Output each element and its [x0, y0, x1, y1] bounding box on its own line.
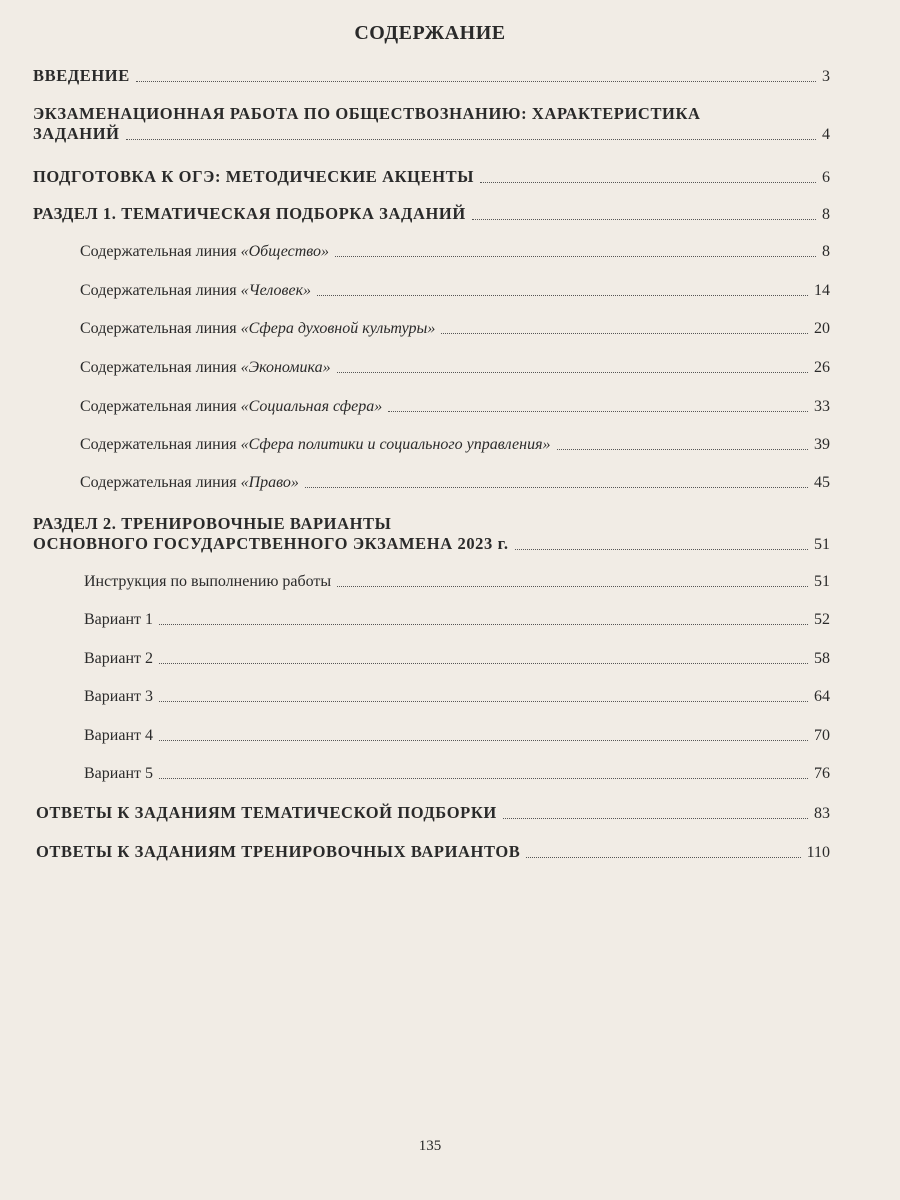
toc-entry-introduction[interactable] — [33, 66, 830, 86]
toc-page-number: 3 — [822, 68, 830, 85]
toc-entry-label — [80, 474, 299, 492]
toc-entry-variant-3[interactable] — [84, 688, 830, 706]
toc-page-number: 52 — [814, 611, 830, 628]
toc-entry-instruction[interactable] — [84, 573, 830, 591]
dot-leader — [337, 372, 808, 373]
toc-entry-answers-thematic[interactable] — [36, 803, 830, 823]
toc-entry-topic: «Право» — [240, 474, 299, 491]
dot-leader — [337, 586, 808, 587]
toc-page-number: 45 — [814, 474, 830, 491]
toc-entry-line-law[interactable] — [80, 474, 830, 492]
toc-page-number: 51 — [814, 536, 830, 553]
toc-entry-label: ВВЕДЕНИЕ — [33, 66, 130, 85]
dot-leader — [136, 81, 816, 82]
toc-entry-line-social[interactable] — [80, 398, 830, 416]
dot-leader — [388, 411, 808, 412]
dot-leader — [159, 740, 808, 741]
toc-entry-label-line2: ЗАДАНИЙ — [33, 124, 120, 143]
dot-leader — [515, 549, 808, 550]
dot-leader — [472, 219, 816, 220]
dot-leader — [557, 449, 808, 450]
toc-entry-label: Вариант 3 — [84, 688, 153, 705]
toc-entry-section-1[interactable] — [33, 204, 830, 224]
toc-entry-line-society[interactable] — [80, 243, 830, 261]
toc-page-number: 51 — [814, 573, 830, 590]
toc-entry-variant-5[interactable] — [84, 765, 830, 783]
dot-leader — [441, 333, 808, 334]
dot-leader — [159, 701, 808, 702]
toc-entry-label-line2: ОСНОВНОГО ГОСУДАРСТВЕННОГО ЭКЗАМЕНА 2023 г. — [33, 534, 509, 553]
toc-entry-label: Инструкция по выполнению работы — [84, 573, 332, 590]
toc-page-number: 76 — [814, 765, 830, 782]
toc-page-number: 8 — [822, 243, 830, 260]
toc-entry-label: Вариант 1 — [84, 611, 153, 628]
toc-entry-label: ОТВЕТЫ К ЗАДАНИЯМ ТЕМАТИЧЕСКОЙ ПОДБОРКИ — [36, 803, 497, 822]
toc-page-number: 83 — [814, 805, 830, 822]
toc-page-number: 6 — [822, 169, 830, 186]
dot-leader — [159, 663, 808, 664]
toc-page-number: 64 — [814, 688, 830, 705]
toc-entry-label: Вариант 5 — [84, 765, 153, 782]
page-number: 135 — [418, 1138, 442, 1154]
toc-title: СОДЕРЖАНИЕ — [354, 22, 506, 44]
dot-leader — [159, 778, 808, 779]
dot-leader — [317, 295, 808, 296]
toc-entry-label-line1: РАЗДЕЛ 2. ТРЕНИРОВОЧНЫЕ ВАРИАНТЫ — [33, 514, 392, 533]
toc-entry-label: РАЗДЕЛ 1. ТЕМАТИЧЕСКАЯ ПОДБОРКА ЗАДАНИЙ — [33, 204, 466, 223]
dot-leader — [126, 139, 816, 140]
toc-entry-exam-characteristics[interactable] — [33, 104, 830, 144]
toc-page-number: 26 — [814, 359, 830, 376]
toc-entry-variant-4[interactable] — [84, 727, 830, 745]
toc-page-number: 33 — [814, 398, 830, 415]
toc-entry-label: Вариант 4 — [84, 727, 153, 744]
toc-entry-prefix: Содержательная линия — [80, 282, 237, 299]
toc-entry-line-economy[interactable] — [80, 359, 830, 377]
toc-page-number: 4 — [822, 126, 830, 143]
toc-entry-preparation[interactable] — [33, 167, 830, 187]
toc-entry-topic: «Экономика» — [240, 359, 331, 376]
toc-entry-line-politics[interactable] — [80, 436, 830, 454]
toc-entry-variant-2[interactable] — [84, 650, 830, 668]
toc-page-number: 8 — [822, 206, 830, 223]
toc-page-number: 110 — [806, 844, 830, 861]
toc-entry-line-culture[interactable] — [80, 320, 830, 338]
toc-entry-topic: «Социальная сфера» — [240, 398, 383, 415]
toc-entry-variant-1[interactable] — [84, 611, 830, 629]
toc-entry-label — [80, 243, 329, 261]
toc-entry-label: ОТВЕТЫ К ЗАДАНИЯМ ТРЕНИРОВОЧНЫХ ВАРИАНТОВ — [36, 842, 521, 861]
toc-entry-prefix: Содержательная линия — [80, 436, 237, 453]
toc-page-number: 14 — [814, 282, 830, 299]
toc-entry-label — [80, 436, 551, 454]
toc-entry-label — [80, 282, 311, 300]
toc-entry-section-2[interactable] — [33, 514, 830, 554]
dot-leader — [335, 256, 816, 257]
dot-leader — [159, 624, 808, 625]
toc-entry-label — [80, 398, 382, 416]
toc-entry-line-human[interactable] — [80, 282, 830, 300]
toc-entry-prefix: Содержательная линия — [80, 243, 237, 260]
toc-entry-answers-variants[interactable] — [36, 842, 830, 862]
toc-entry-label-line1: ЭКЗАМЕНАЦИОННАЯ РАБОТА ПО ОБЩЕСТВОЗНАНИЮ: ХАРАКТЕРИСТИКА — [33, 104, 701, 123]
toc-page-number: 39 — [814, 436, 830, 453]
toc-entry-label: Вариант 2 — [84, 650, 153, 667]
dot-leader — [305, 487, 808, 488]
dot-leader — [480, 182, 816, 183]
dot-leader — [526, 857, 800, 858]
toc-page-number: 20 — [814, 320, 830, 337]
toc-entry-prefix: Содержательная линия — [80, 359, 237, 376]
toc-page-number: 70 — [814, 727, 830, 744]
toc-entry-prefix: Содержательная линия — [80, 320, 237, 337]
toc-page-number: 58 — [814, 650, 830, 667]
toc-entry-topic: «Человек» — [240, 282, 312, 299]
toc-entry-topic: «Сфера духовной культуры» — [240, 320, 436, 337]
toc-entry-topic: «Общество» — [240, 243, 329, 260]
toc-entry-label: ПОДГОТОВКА К ОГЭ: МЕТОДИЧЕСКИЕ АКЦЕНТЫ — [33, 167, 475, 186]
toc-entry-label — [80, 320, 435, 338]
toc-entry-prefix: Содержательная линия — [80, 398, 237, 415]
toc-entry-prefix: Содержательная линия — [80, 474, 237, 491]
toc-entry-topic: «Сфера политики и социального управления» — [240, 436, 551, 453]
toc-entry-label — [80, 359, 331, 377]
dot-leader — [503, 818, 808, 819]
